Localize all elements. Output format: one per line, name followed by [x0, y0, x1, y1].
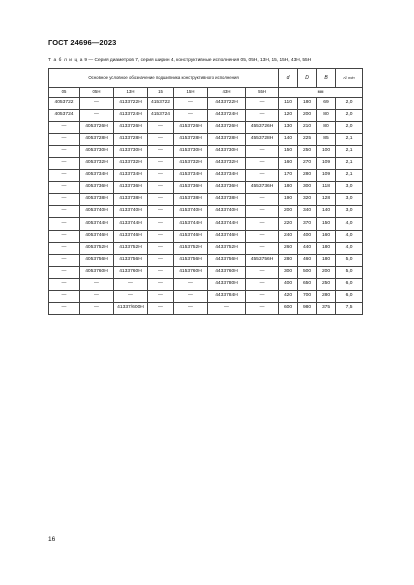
table-cell: 2,1 [336, 145, 363, 157]
subheader-43n: 43Н [208, 88, 246, 98]
table-cell: 4053722 [49, 97, 80, 109]
table-cell: 300 [279, 266, 298, 278]
table-cell: — [148, 121, 174, 133]
table-cell: 4153760Н [174, 266, 208, 278]
table-cell: 4053730Н [80, 145, 114, 157]
table-cell: 4433760Н [208, 266, 246, 278]
table-row [49, 145, 363, 157]
table-cell: 4133752Н [114, 242, 148, 254]
table-cell: — [148, 242, 174, 254]
table-cell: 4433740Н [208, 206, 246, 218]
table-cell: — [49, 291, 80, 303]
table-cell: — [148, 303, 174, 315]
table-row [49, 266, 363, 278]
table-cell: 4433756Н [208, 254, 246, 266]
table-cell: 180 [279, 182, 298, 194]
table-cell: — [246, 97, 279, 109]
table-cell: — [148, 278, 174, 290]
table-cell: 4433784Н [208, 291, 246, 303]
table-cell: 700 [298, 291, 317, 303]
table-cell: — [49, 182, 80, 194]
table-cell: 2,0 [336, 121, 363, 133]
table-cell: — [246, 170, 279, 182]
table-cell: 4433728Н [208, 133, 246, 145]
table-row [49, 133, 363, 145]
table-cell: 4433726Н [208, 121, 246, 133]
table-cell: — [148, 157, 174, 169]
table-cell: — [174, 109, 208, 121]
table-cell: — [148, 254, 174, 266]
table-cell: 4433738Н [208, 194, 246, 206]
table-cell: 4053760Н [80, 266, 114, 278]
table-cell: 280 [298, 170, 317, 182]
table-cell: 250 [298, 145, 317, 157]
table-cell: 2,0 [336, 97, 363, 109]
table-cell: — [246, 291, 279, 303]
table-cell: 4153726Н [174, 121, 208, 133]
table-cell: 69 [317, 97, 336, 109]
table-cell: 4133734Н [114, 170, 148, 182]
table-cell: 4553726Н [246, 121, 279, 133]
table-cell: 4153752Н [174, 242, 208, 254]
table-cell: 260 [279, 242, 298, 254]
table-cell: — [80, 97, 114, 109]
table-cell: 4433722Н [208, 97, 246, 109]
caption-text: 9 — Серия диаметров 7, серия ширин 4, конструктивные исполнения 05, 05Н, 13Н, 15, 15Н, 43Н, 55Н [84, 58, 312, 63]
table-cell: 140 [317, 206, 336, 218]
table-cell: 4553728Н [246, 133, 279, 145]
table-cell: — [148, 230, 174, 242]
table-cell: 4133746Н [114, 230, 148, 242]
table-row [49, 194, 363, 206]
table-cell: 4,0 [336, 218, 363, 230]
table-row [49, 97, 363, 109]
table-cell: — [148, 266, 174, 278]
table-cell: 2,1 [336, 157, 363, 169]
table-cell: 320 [298, 194, 317, 206]
table-cell: 400 [298, 230, 317, 242]
table-row [49, 278, 363, 290]
table-cell: 118 [317, 182, 336, 194]
table-cell: — [80, 278, 114, 290]
table-row [49, 206, 363, 218]
table-cell: 4433746Н [208, 230, 246, 242]
table-cell: 5,0 [336, 266, 363, 278]
table-cell: — [49, 121, 80, 133]
table-cell: 109 [317, 157, 336, 169]
table-cell: 4133740Н [114, 206, 148, 218]
table-cell: 4133756Н [114, 254, 148, 266]
table-cell: 4433780Н [208, 278, 246, 290]
table-cell: 4053728Н [80, 133, 114, 145]
table-cell: 460 [298, 254, 317, 266]
table-cell: 2,1 [336, 133, 363, 145]
dim-header-r: r1 min [336, 69, 363, 88]
table-cell: 4153722 [148, 97, 174, 109]
table-cell: — [174, 278, 208, 290]
group-header: Основное условное обозначение подшипника конструктивного исполнения [49, 69, 279, 88]
table-cell: 41337/600Н [114, 303, 148, 315]
table-caption [48, 58, 388, 63]
table-cell: 375 [317, 303, 336, 315]
table-cell: 4433724Н [208, 109, 246, 121]
table-cell: 4053736Н [80, 182, 114, 194]
table-cell: 120 [279, 109, 298, 121]
table-cell: 4133760Н [114, 266, 148, 278]
table-cell: 4,0 [336, 230, 363, 242]
table-row [49, 254, 363, 266]
table-cell: 4133744Н [114, 218, 148, 230]
table-body [49, 97, 363, 315]
table-cell: 3,0 [336, 206, 363, 218]
table-cell: 4153724 [148, 109, 174, 121]
table-cell: — [114, 278, 148, 290]
table-row [49, 182, 363, 194]
table-cell: 220 [279, 218, 298, 230]
table-cell: — [246, 206, 279, 218]
table-cell: 500 [298, 266, 317, 278]
table-cell: 4053744Н [80, 218, 114, 230]
table-cell: 160 [317, 230, 336, 242]
table-cell: 4053732Н [80, 157, 114, 169]
table-cell: 4433734Н [208, 170, 246, 182]
table-cell: 4433752Н [208, 242, 246, 254]
table-cell: 5,0 [336, 254, 363, 266]
table-row [49, 157, 363, 169]
table-cell: — [246, 145, 279, 157]
table-cell: 180 [317, 242, 336, 254]
table-cell: 4553756Н [246, 254, 279, 266]
table-cell: 7,5 [336, 303, 363, 315]
table-cell: — [148, 170, 174, 182]
table-cell: 109 [317, 170, 336, 182]
table-cell: 370 [298, 218, 317, 230]
table-cell: 300 [298, 182, 317, 194]
table-cell: — [49, 170, 80, 182]
table-cell: — [80, 109, 114, 121]
dim-header-B: B [317, 69, 336, 88]
table-cell: 340 [298, 206, 317, 218]
table-cell: — [246, 278, 279, 290]
table-row [49, 170, 363, 182]
table-cell: 4133730Н [114, 145, 148, 157]
table-cell: — [174, 97, 208, 109]
table-cell: — [49, 278, 80, 290]
table-cell: 4053738Н [80, 194, 114, 206]
table-cell: — [174, 303, 208, 315]
table-cell: 6,0 [336, 291, 363, 303]
page-number: 16 [48, 536, 56, 543]
table-cell: — [148, 182, 174, 194]
table-cell: 4133726Н [114, 121, 148, 133]
table-row [49, 303, 363, 315]
table-cell: 128 [317, 194, 336, 206]
table-cell: 80 [317, 109, 336, 121]
table-cell: 180 [298, 97, 317, 109]
table-cell: — [49, 218, 80, 230]
table-cell: 4133724Н [114, 109, 148, 121]
table-cell: 200 [317, 266, 336, 278]
table-cell: 4153736Н [174, 182, 208, 194]
table-cell: 225 [298, 133, 317, 145]
table-cell: 4553736Н [246, 182, 279, 194]
table-cell: — [246, 242, 279, 254]
table-cell: 4133736Н [114, 182, 148, 194]
table-cell: — [49, 145, 80, 157]
table-cell: 180 [317, 254, 336, 266]
table-cell: — [49, 206, 80, 218]
table-cell: 2,1 [336, 170, 363, 182]
table-cell: 980 [298, 303, 317, 315]
table-cell: 4433744Н [208, 218, 246, 230]
table-cell: 2,0 [336, 109, 363, 121]
table-cell: 190 [279, 194, 298, 206]
table-cell: 400 [279, 278, 298, 290]
table-cell: 4153746Н [174, 230, 208, 242]
table-cell: 4,0 [336, 242, 363, 254]
table-cell: — [246, 157, 279, 169]
table-cell: 100 [317, 145, 336, 157]
table-cell: 4153744Н [174, 218, 208, 230]
table-cell: — [246, 230, 279, 242]
document-header: ГОСТ 24696—2023 [48, 38, 117, 47]
table-cell: 440 [298, 242, 317, 254]
table-cell: — [208, 303, 246, 315]
table-cell: 170 [279, 170, 298, 182]
bearing-table [48, 68, 363, 315]
table-row [49, 230, 363, 242]
table-cell: — [246, 266, 279, 278]
table-cell: 200 [279, 206, 298, 218]
table-cell: 160 [279, 157, 298, 169]
table-cell: 420 [279, 291, 298, 303]
table-cell: 4133738Н [114, 194, 148, 206]
table-cell: 210 [298, 121, 317, 133]
table-cell: — [49, 133, 80, 145]
table-cell: 150 [279, 145, 298, 157]
table-cell: 80 [317, 121, 336, 133]
table-cell: 140 [279, 133, 298, 145]
table-cell: — [174, 291, 208, 303]
table-row [49, 121, 363, 133]
table-cell: — [148, 194, 174, 206]
table-cell: — [246, 218, 279, 230]
table-cell: 3,0 [336, 182, 363, 194]
table-cell: 85 [317, 133, 336, 145]
table-cell: 250 [317, 278, 336, 290]
table-cell: 4053752Н [80, 242, 114, 254]
table-cell: — [114, 291, 148, 303]
table-cell: — [148, 291, 174, 303]
table-cell: 4153738Н [174, 194, 208, 206]
table-cell: 650 [298, 278, 317, 290]
table-cell: — [246, 194, 279, 206]
table-cell: 240 [279, 230, 298, 242]
dim-header-D: D [298, 69, 317, 88]
dim-header-d: d [279, 69, 298, 88]
table-header-row [49, 69, 363, 88]
table-cell: 200 [298, 109, 317, 121]
table-row [49, 109, 363, 121]
table-cell: — [49, 242, 80, 254]
subheader-05: 05 [49, 88, 80, 98]
table-row [49, 218, 363, 230]
subheader-05n: 05Н [80, 88, 114, 98]
table-cell: 280 [279, 254, 298, 266]
table-cell: — [148, 218, 174, 230]
table-cell: 4433736Н [208, 182, 246, 194]
table-cell: 4433730Н [208, 145, 246, 157]
table-cell: — [148, 133, 174, 145]
table-cell: 4053724 [49, 109, 80, 121]
unit-header: мм [279, 88, 363, 98]
table-cell: — [148, 145, 174, 157]
table-cell: 4433732Н [208, 157, 246, 169]
table-cell: 4133722Н [114, 97, 148, 109]
table-cell: 130 [279, 121, 298, 133]
table-cell: 4153732Н [174, 157, 208, 169]
table-cell: 3,0 [336, 194, 363, 206]
table-cell: 4153740Н [174, 206, 208, 218]
table-subheader-row [49, 88, 363, 98]
table-cell: — [49, 230, 80, 242]
subheader-15n: 15Н [174, 88, 208, 98]
table-cell: — [80, 291, 114, 303]
table-cell: 110 [279, 97, 298, 109]
table-cell: 4053746Н [80, 230, 114, 242]
table-row [49, 291, 363, 303]
table-cell: — [49, 254, 80, 266]
table-cell: 4053756Н [80, 254, 114, 266]
table-cell: 4053726Н [80, 121, 114, 133]
table-cell: — [49, 157, 80, 169]
table-cell: 4153730Н [174, 145, 208, 157]
subheader-15: 15 [148, 88, 174, 98]
table-cell: — [246, 109, 279, 121]
table-cell: — [246, 303, 279, 315]
table-cell: — [80, 303, 114, 315]
table-cell: 150 [317, 218, 336, 230]
table-cell: 4053734Н [80, 170, 114, 182]
table-cell: — [148, 206, 174, 218]
table-cell: 4153756Н [174, 254, 208, 266]
caption-label: Т а б л и ц а [48, 58, 84, 63]
subheader-55n: 55Н [246, 88, 279, 98]
table-cell: — [49, 266, 80, 278]
table-row [49, 242, 363, 254]
table-cell: — [49, 303, 80, 315]
table-cell: — [49, 194, 80, 206]
table-cell: 4133728Н [114, 133, 148, 145]
table-cell: 6,0 [336, 278, 363, 290]
table-cell: 270 [298, 157, 317, 169]
table-cell: 280 [317, 291, 336, 303]
subheader-13n: 13Н [114, 88, 148, 98]
table-cell: 600 [279, 303, 298, 315]
table-cell: 4133732Н [114, 157, 148, 169]
table-cell: 4053740Н [80, 206, 114, 218]
table-cell: 4153734Н [174, 170, 208, 182]
table-cell: 4153728Н [174, 133, 208, 145]
